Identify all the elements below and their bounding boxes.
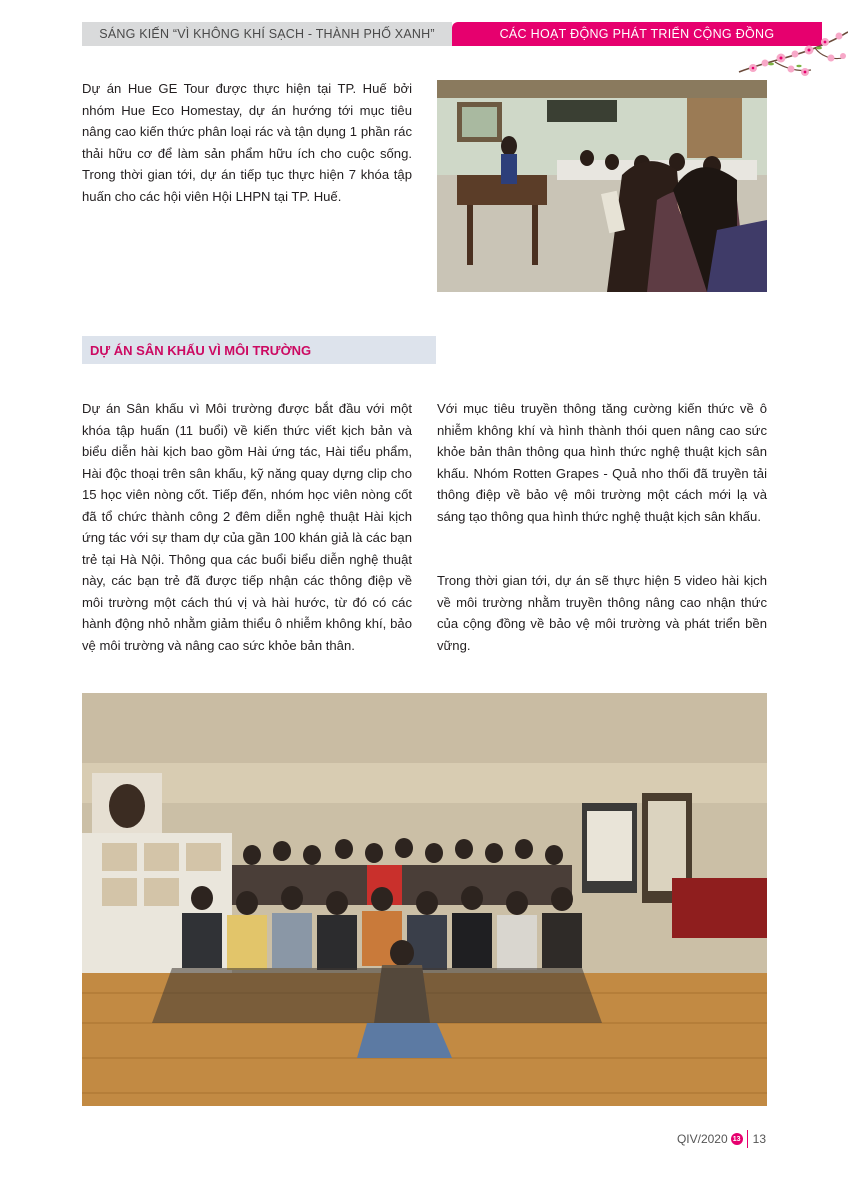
- issue-label: QIV/2020: [676, 1132, 728, 1146]
- section-right-paragraph-1: Với mục tiêu truyền thông tăng cường kiến thức về ô nhiễm không khí và hình thành thói quen nâng cao sức khỏe bản thân thông qua hình thức nghệ thuật kịch sân khấu. Nhóm Rotten Grapes - Quả nho thối đã truyền tải thông điệp về bảo vệ môi trường một cách mới lạ và sáng tạo thông qua hình thức nghệ thuật kịch sân khấu.: [437, 401, 767, 524]
- page-number: 13: [752, 1132, 766, 1146]
- page-footer: [677, 1130, 766, 1148]
- intro-paragraph: Dự án Hue GE Tour được thực hiện tại TP. Huế bởi nhóm Hue Eco Homestay, dự án hướng tới mục tiêu nâng cao kiến thức phân loại rác và tận dụng 1 phần rác thải hữu cơ để làm sản phẩm hữu ích cho cuộc sống. Trong thời gian tới, dự án tiếp tục thực hiện 7 khóa tập huấn cho các hội viên Hội LHPN tại TP. Huế.: [82, 81, 412, 204]
- page-number-badge: 13: [731, 1133, 743, 1145]
- section-title: DỰ ÁN SÂN KHẤU VÌ MÔI TRƯỜNG: [90, 342, 312, 358]
- header-left-title: [82, 22, 452, 46]
- group-photo: [82, 693, 767, 1106]
- training-session-photo: [437, 80, 767, 292]
- footer-divider: [747, 1130, 748, 1148]
- cherry-blossom-icon: [735, 28, 848, 82]
- header-left-text: SÁNG KIẾN “VÌ KHÔNG KHÍ SẠCH - THÀNH PHỐ XANH”: [99, 27, 435, 41]
- section-heading-bar: [82, 336, 436, 364]
- header-right-text: CÁC HOẠT ĐỘNG PHÁT TRIỂN CỘNG ĐỒNG: [499, 27, 775, 41]
- section-right-paragraph-2: Trong thời gian tới, dự án sẽ thực hiện 5 video hài kịch về môi trường nhằm truyền thông nâng cao nhận thức của cộng đồng về bảo vệ môi trường và phát triển bền vững.: [437, 573, 767, 653]
- section-left-paragraph: Dự án Sân khấu vì Môi trường được bắt đầu với một khóa tập huấn (11 buổi) về kiến thức viết kịch bản và biểu diễn hài kịch bao gồm Hài ứng tác, Hài tiểu phẩm, Hài độc thoại trên sân khấu, kỹ năng quay dựng clip cho 15 học viên nòng cốt. Tiếp đến, nhóm học viên nòng cốt đã tổ chức thành công 2 đêm diễn nghệ thuật Hài kịch ứng tác với sự tham dự của gần 100 khán giả là các bạn trẻ tại Hà Nội. Thông qua các buổi biểu diễn nghệ thuật này, các bạn trẻ đã được tiếp nhận các thông điệp về môi trường một cách thú vị và hài hước, từ đó có các hành động nhỏ nhằm giảm thiểu ô nhiễm không khí, bảo vệ môi trường và nâng cao sức khỏe bản thân.: [82, 401, 412, 653]
